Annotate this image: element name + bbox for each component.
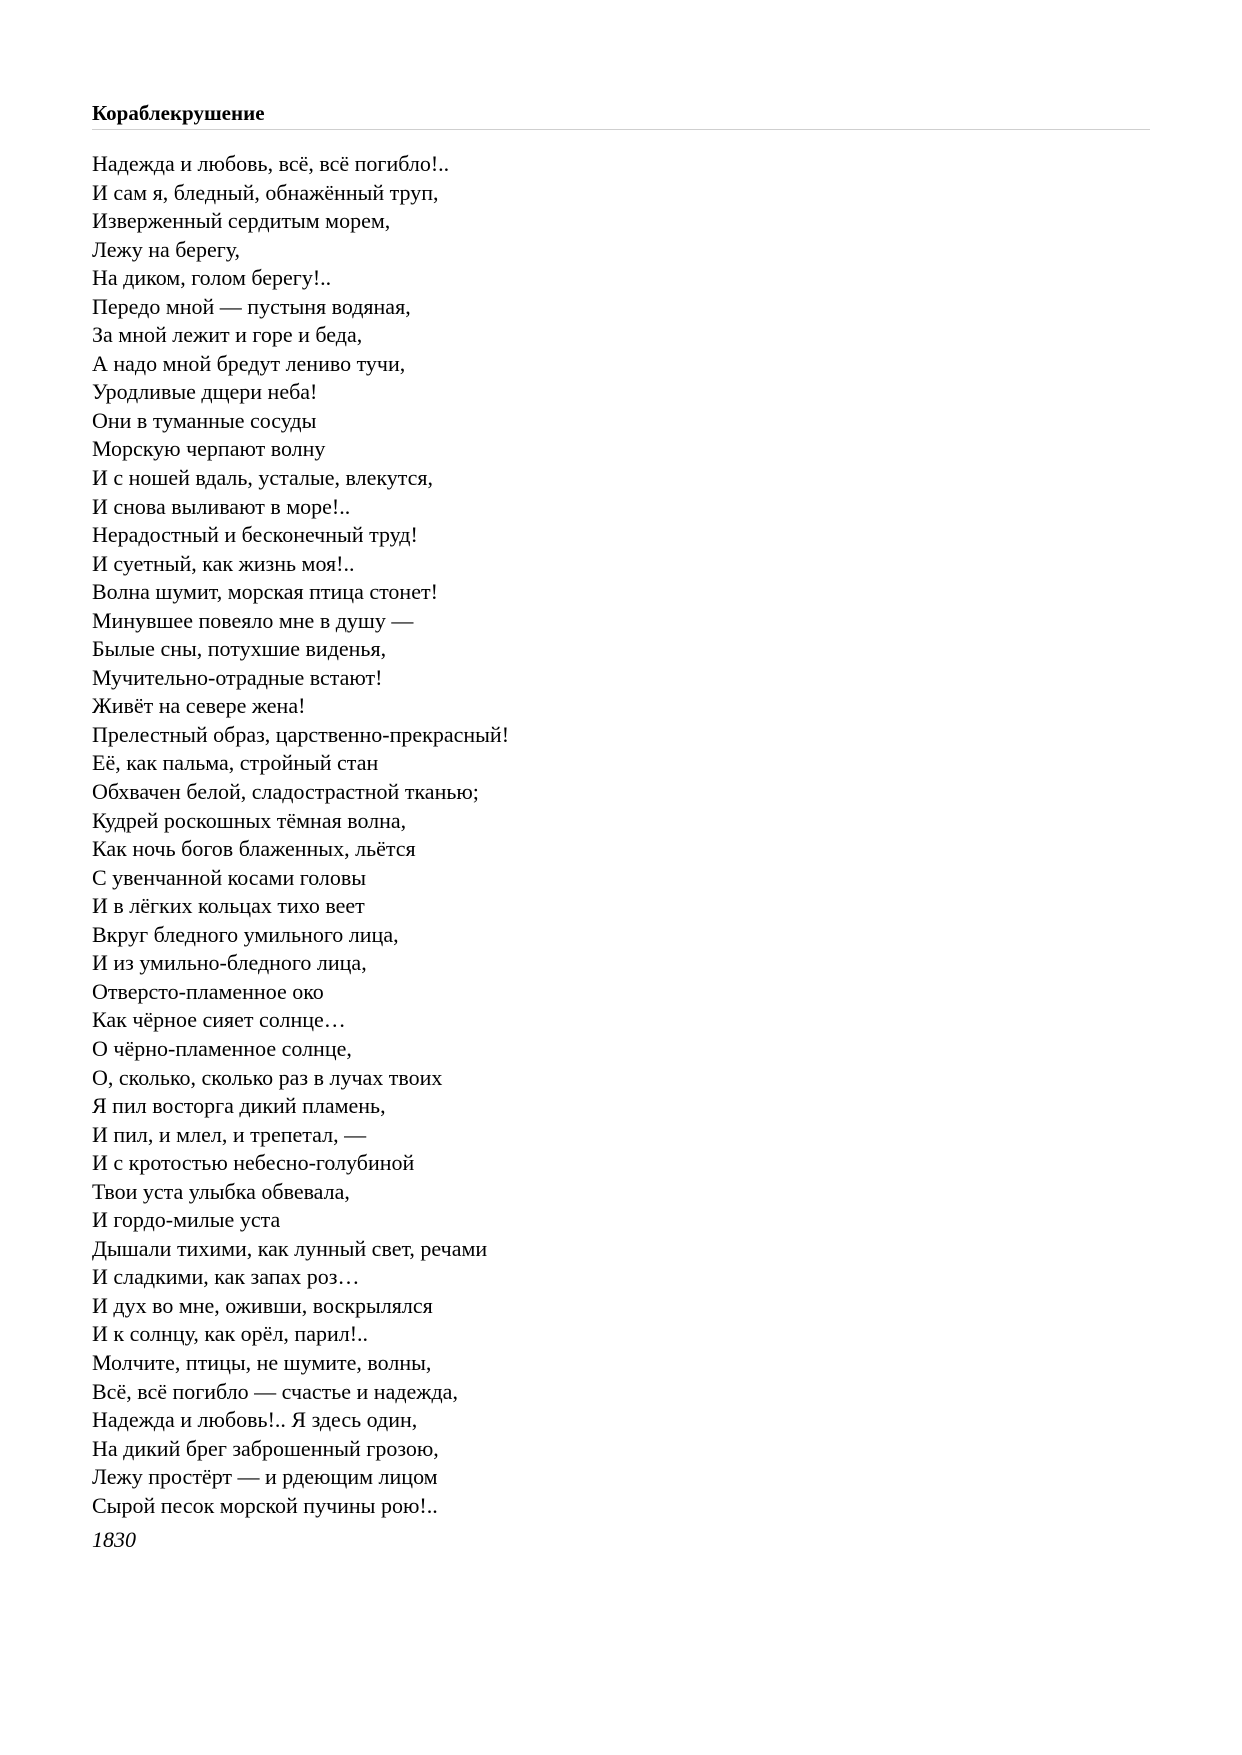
poem-line: Они в туманные сосуды bbox=[92, 407, 317, 433]
poem-line: Дышали тихими, как лунный свет, речами bbox=[92, 1235, 488, 1261]
poem-line: Мучительно-отрадные встают! bbox=[92, 664, 383, 690]
title-divider bbox=[92, 129, 1150, 130]
poem-line: Как чёрное сияет солнце… bbox=[92, 1007, 346, 1033]
poem-line: Передо мной — пустыня водяная, bbox=[92, 293, 411, 319]
poem-line: И с кротостью небесно-голубиной bbox=[92, 1150, 415, 1176]
poem-line: Молчите, птицы, не шумите, волны, bbox=[92, 1349, 432, 1375]
poem-line: Былые сны, потухшие виденья, bbox=[92, 636, 387, 662]
poem-line: Лежу на берегу, bbox=[92, 236, 241, 262]
poem-line: За мной лежит и горе и беда, bbox=[92, 322, 363, 348]
poem-line: На диком, голом берегу!.. bbox=[92, 265, 332, 291]
poem-line: Я пил восторга дикий пламень, bbox=[92, 1093, 386, 1119]
poem-line: Отверсто-пламенное око bbox=[92, 978, 324, 1004]
poem-line: И сам я, бледный, обнажённый труп, bbox=[92, 179, 439, 205]
poem-line: Прелестный образ, царственно-прекрасный! bbox=[92, 721, 510, 747]
poem-line: И к солнцу, как орёл, парил!.. bbox=[92, 1321, 369, 1347]
poem-line: И суетный, как жизнь моя!.. bbox=[92, 550, 355, 576]
poem-title: Кораблекрушение bbox=[92, 101, 265, 125]
poem-line: И в лёгких кольцах тихо веет bbox=[92, 893, 365, 919]
poem-year: 1830 bbox=[92, 1527, 136, 1552]
poem-line: И из умильно-бледного лица, bbox=[92, 950, 367, 976]
poem-line: О чёрно-пламенное солнце, bbox=[92, 1035, 352, 1061]
poem-line: И сладкими, как запах роз… bbox=[92, 1264, 360, 1290]
poem-line: На дикий брег заброшенный грозою, bbox=[92, 1435, 439, 1461]
poem-line: Уродливые дщери неба! bbox=[92, 379, 318, 405]
poem-line: С увенчанной косами головы bbox=[92, 864, 367, 890]
poem-line: Кудрей роскошных тёмная волна, bbox=[92, 807, 407, 833]
poem-line: Обхвачен белой, сладострастной тканью; bbox=[92, 779, 479, 805]
poem-line: Морскую черпают волну bbox=[92, 436, 326, 462]
poem-line: Всё, всё погибло — счастье и надежда, bbox=[92, 1378, 458, 1404]
poem-line: Твои уста улыбка обвевала, bbox=[92, 1178, 350, 1204]
poem-line: Сырой песок морской пучины рою!.. bbox=[92, 1492, 438, 1518]
poem-line: Её, как пальма, стройный стан bbox=[92, 750, 379, 776]
poem-line: Надежда и любовь!.. Я здесь один, bbox=[92, 1407, 418, 1433]
poem-line: И гордо-милые уста bbox=[92, 1207, 281, 1233]
poem-line: Минувшее повеяло мне в душу — bbox=[92, 607, 414, 633]
poem-line: И снова выливают в море!.. bbox=[92, 493, 351, 519]
poem-line: Изверженный сердитым морем, bbox=[92, 208, 391, 234]
poem-line: А надо мной бредут лениво тучи, bbox=[92, 350, 406, 376]
poem-line: О, сколько, сколько раз в лучах твоих bbox=[92, 1064, 443, 1090]
poem-line: Вкруг бледного умильного лица, bbox=[92, 921, 399, 947]
poem-line: И пил, и млел, и трепетал, — bbox=[92, 1121, 367, 1147]
poem-line: Нерадостный и бесконечный труд! bbox=[92, 522, 418, 548]
poem-line: Надежда и любовь, всё, всё погибло!.. bbox=[92, 151, 450, 176]
poem-body bbox=[92, 150, 509, 1520]
poem-line: И с ношей вдаль, усталые, влекутся, bbox=[92, 465, 434, 491]
poem-line: Лежу простёрт — и рдеющим лицом bbox=[92, 1464, 438, 1490]
poem-line: И дух во мне, оживши, воскрылялся bbox=[92, 1292, 433, 1318]
poem-line: Волна шумит, морская птица стонет! bbox=[92, 579, 438, 605]
poem-line: Как ночь богов блаженных, льётся bbox=[92, 836, 416, 862]
poem-line: Живёт на севере жена! bbox=[92, 693, 306, 719]
